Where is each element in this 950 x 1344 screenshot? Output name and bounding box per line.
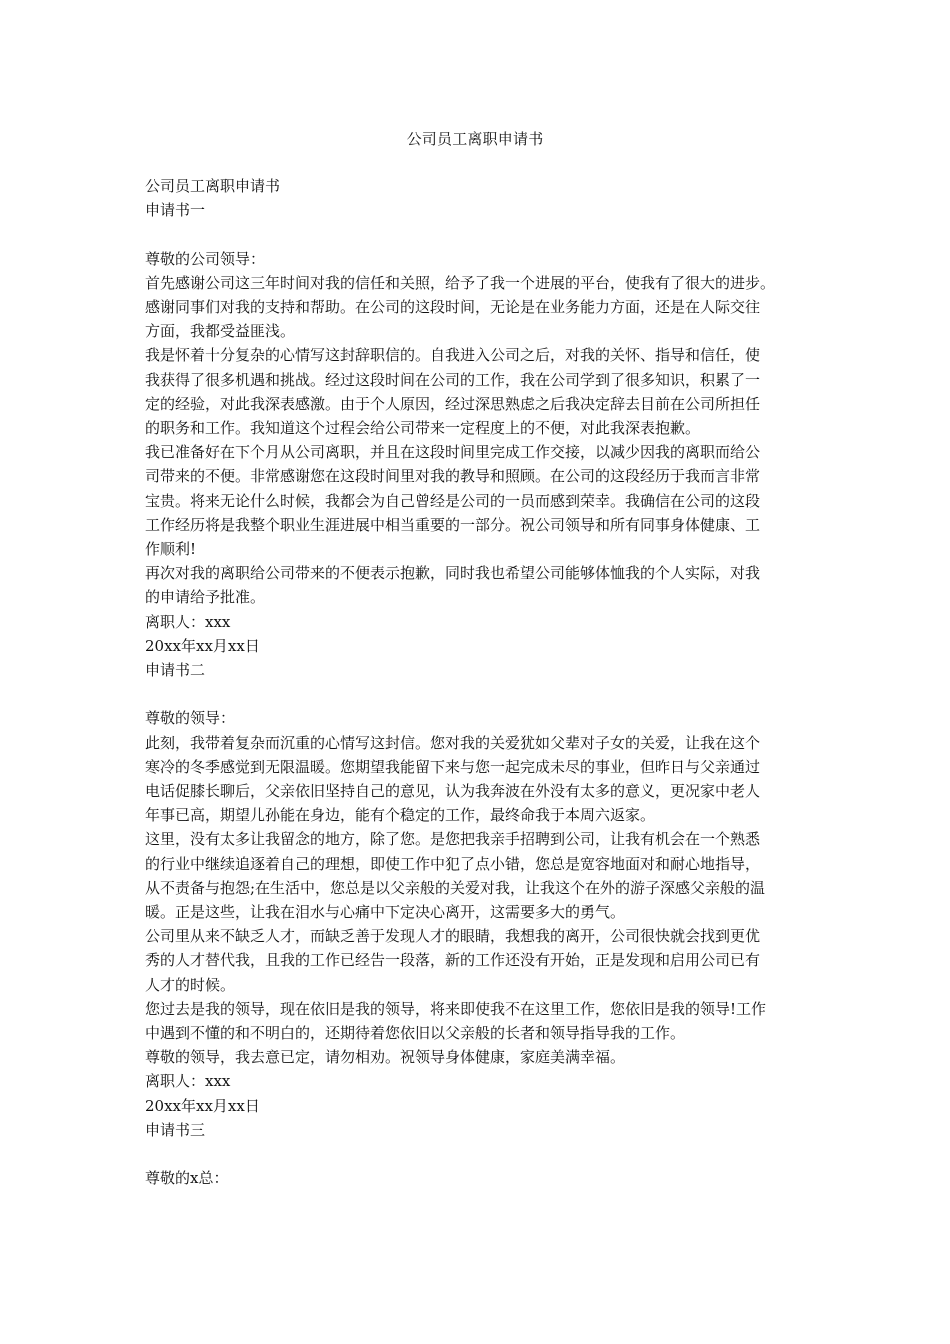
blank-line [145, 682, 811, 706]
text-line: 申请书一 [145, 201, 206, 220]
text-line: 的职务和工作。我知道这个过程会给公司带来一定程度上的不便，对此我深表抱歉。 [145, 419, 701, 438]
text-line: 感谢同事们对我的支持和帮助。在公司的这段时间，无论是在业务能力方面，还是在人际交往 [145, 298, 761, 316]
text-line: 中遇到不懂的和不明白的，还期待着您依旧以父亲般的长者和领导指导我的工作。 [145, 1024, 686, 1043]
text-line: 20xx年xx月xx日 [145, 636, 260, 655]
text-line: 作顺利! [145, 540, 197, 559]
text-line: 首先感谢公司这三年时间对我的信任和关照，给予了我一个进展的平台，使我有了很大的进步。 [145, 273, 776, 292]
text-line: 的申请给予批准。 [145, 588, 266, 607]
text-line: 申请书三 [145, 1120, 206, 1139]
text-line: 定的经验，对此我深表感激。由于个人原因，经过深思熟虑之后我决定辞去目前在公司所担任 [145, 394, 761, 413]
text-line: 暖。正是这些，让我在泪水与心痛中下定决心离开，这需要多大的勇气。 [145, 903, 626, 922]
text-line: 我获得了很多机遇和挑战。经过这段时间在公司的工作，我在公司学到了很多知识，积累了一 [145, 370, 761, 389]
text-line: 申请书二 [145, 661, 206, 680]
text-line: 离职人：xxx [145, 612, 231, 631]
text-line: 尊敬的领导： [145, 709, 236, 728]
text-line: 司带来的不便。非常感谢您在这段时间里对我的教导和照顾。在公司的这段经历于我而言非常 [145, 467, 761, 486]
text-line: 宝贵。将来无论什么时候，我都会为自己曾经是公司的一员而感到荣幸。我确信在公司的这段 [145, 491, 761, 510]
text-line: 这里，没有太多让我留念的地方，除了您。是您把我亲手招聘到公司，让我有机会在一个熟悉 [145, 830, 761, 849]
text-line: 离职人：xxx [145, 1072, 231, 1091]
text-line: 秀的人才替代我，且我的工作已经告一段落，新的工作还没有开始，正是发现和启用公司已有 [145, 951, 761, 970]
text-line: 尊敬的x总： [145, 1169, 229, 1188]
text-line: 从不责备与抱怨;在生活中，您总是以父亲般的关爱对我，让我这个在外的游子深感父亲般的温 [145, 878, 766, 897]
text-line: 人才的时候。 [145, 975, 236, 994]
blank-line [145, 1142, 811, 1166]
document-title: 公司员工离职申请书 [406, 130, 544, 148]
text-line: 您过去是我的领导，现在依旧是我的领导，将来即使我不在这里工作，您依旧是我的领导!工作 [145, 999, 767, 1018]
text-line: 此刻，我带着复杂而沉重的心情写这封信。您对我的关爱犹如父辈对子女的关爱，让我在这个 [145, 733, 761, 752]
text-line: 公司员工离职申请书 [145, 177, 281, 195]
text-line: 公司里从来不缺乏人才，而缺乏善于发现人才的眼睛，我想我的离开，公司很快就会找到更优 [145, 927, 761, 946]
text-line: 电话促膝长聊后，父亲依旧坚持自己的意见，认为我奔波在外没有太多的意义，更况家中老人 [145, 782, 761, 801]
text-line: 再次对我的离职给公司带来的不便表示抱歉，同时我也希望公司能够体恤我的个人实际，对我 [145, 564, 761, 583]
text-line: 年事已高，期望儿孙能在身边，能有个稳定的工作，最终命我于本周六返家。 [145, 806, 656, 825]
text-line: 工作经历将是我整个职业生涯进展中相当重要的一部分。祝公司领导和所有同事身体健康、工 [145, 515, 761, 534]
text-line: 寒冷的冬季感觉到无限温暖。您期望我能留下来与您一起完成未尽的事业，但昨日与父亲通过 [145, 757, 761, 776]
text-line: 尊敬的公司领导： [145, 249, 266, 268]
text-line: 20xx年xx月xx日 [145, 1096, 260, 1115]
text-line: 方面，我都受益匪浅。 [145, 322, 296, 341]
blank-line [145, 222, 811, 246]
document-body [145, 174, 811, 1190]
text-line: 尊敬的领导，我去意已定，请勿相劝。祝领导身体健康，家庭美满幸福。 [145, 1048, 626, 1067]
text-line: 我是怀着十分复杂的心情写这封辞职信的。自我进入公司之后，对我的关怀、指导和信任，使 [145, 346, 761, 365]
text-line: 我已准备好在下个月从公司离职，并且在这段时间里完成工作交接，以减少因我的离职而给公 [145, 443, 761, 462]
text-line: 的行业中继续追逐着自己的理想，即使工作中犯了点小错，您总是宽容地面对和耐心地指导， [145, 854, 761, 873]
